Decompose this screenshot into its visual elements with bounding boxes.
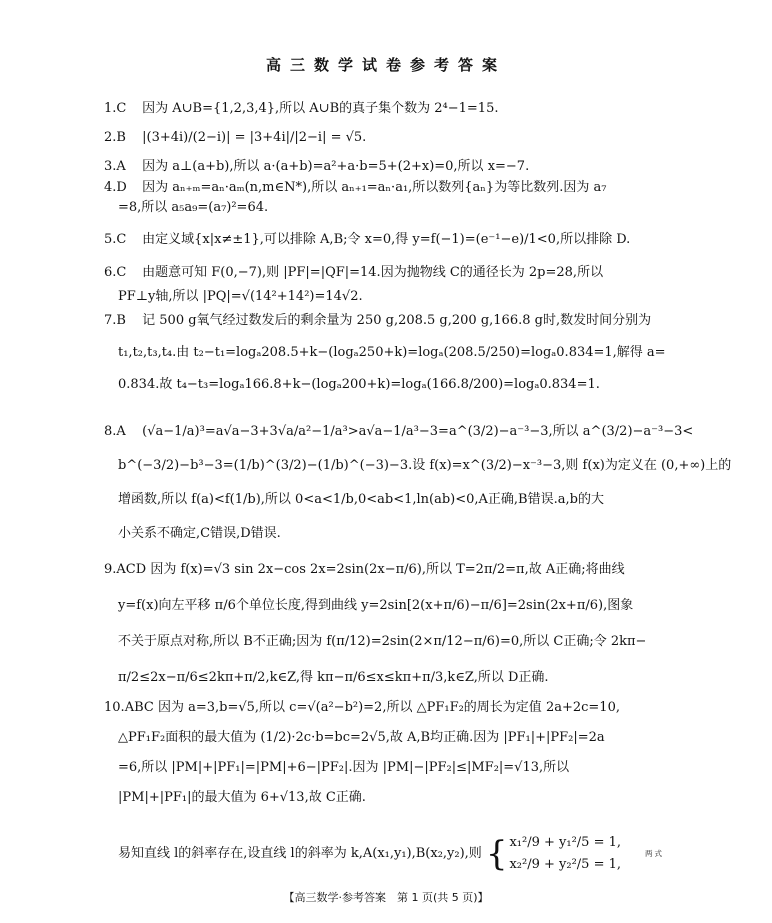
equation-2: x₂²/9 + y₂²/5 = 1,	[509, 857, 621, 872]
answer-explanation: 因为 aₙ₊ₘ=aₙ·aₘ(n,m∈N*),所以 aₙ₊₁=aₙ·a₁,所以数列{aₙ}为等比数列.因为 a₇	[142, 180, 607, 195]
left-brace: {	[485, 834, 508, 874]
answer-8	[104, 415, 732, 551]
answer-explanation-tail: 两式	[645, 849, 664, 858]
answer-10	[104, 693, 720, 813]
answer-explanation-cont: 增函数,所以 f(a)<f(1/b),所以 0<a<1/b,0<ab<1,ln(ab)<0,A正确,B错误.a,b的大	[118, 492, 604, 507]
answer-9	[104, 552, 720, 696]
answer-number: 4.D	[104, 180, 127, 195]
answer-explanation-cont: 不关于原点对称,所以 B不正确;因为 f(π/12)=2sin(2×π/12−π/6)=0,所以 C正确;令 2kπ−	[118, 634, 647, 649]
answer-number: 5.C	[104, 232, 127, 247]
answer-number: 1.C	[104, 101, 127, 116]
answer-explanation: 因为 a⊥(a+b),所以 a·(a+b)=a²+a·b=5+(2+x)=0,所以 x=−7.	[142, 159, 530, 174]
answer-explanation-cont: PF⊥y轴,所以 |PQ|=√(14²+14²)=14√2.	[118, 289, 363, 304]
answer-4	[104, 178, 720, 218]
answer-3	[104, 157, 720, 177]
answer-explanation-cont: π/2≤2x−π/6≤2kπ+π/2,k∈Z,得 kπ−π/6≤x≤kπ+π/3,k∈Z,所以 D正确.	[118, 670, 549, 685]
answer-10-system	[118, 832, 720, 876]
answer-6	[104, 261, 720, 309]
answer-number: 7.B	[104, 313, 126, 328]
answer-explanation: 由定义域{x|x≠±1},可以排除 A,B;令 x=0,得 y=f(−1)=(e⁻¹−e)/1<0,所以排除 D.	[142, 232, 631, 247]
answer-1	[104, 99, 720, 119]
document-title: 高三数学试卷参考答案	[265, 56, 506, 74]
answer-2	[104, 128, 720, 148]
answer-explanation: 因为 a=3,b=√5,所以 c=√(a²−b²)=2,所以 △PF₁F₂的周长为定值 2a+2c=10,	[157, 700, 620, 715]
answer-explanation: 因为 A∪B={1,2,3,4},所以 A∪B的真子集个数为 2⁴−1=15.	[142, 101, 499, 116]
answer-number: 2.B	[104, 130, 126, 145]
answer-number: 10.ABC	[104, 700, 154, 715]
answer-explanation: 因为 f(x)=√3 sin 2x−cos 2x=2sin(2x−π/6),所以 T=2π/2=π,故 A正确;将曲线	[150, 562, 625, 577]
answer-5	[104, 230, 720, 250]
answer-explanation: |(3+4i)/(2−i)| = |3+4i|/|2−i| = √5.	[142, 130, 367, 145]
answer-number: 8.A	[104, 424, 126, 439]
answer-explanation-cont: t₁,t₂,t₃,t₄.由 t₂−t₁=logₐ208.5+k−(logₐ250+k)=logₐ(208.5/250)=logₐ0.834=1,解得 a=	[118, 345, 666, 360]
answer-7	[104, 305, 720, 401]
answer-explanation-cont: =8,所以 a₅a₉=(a₇)²=64.	[118, 200, 269, 215]
answer-explanation-cont: △PF₁F₂面积的最大值为 (1/2)·2c·b=bc=2√5,故 A,B均正确.因为 |PF₁|+|PF₂|=2a	[118, 730, 605, 745]
answer-explanation-cont: y=f(x)向左平移 π/6个单位长度,得到曲线 y=2sin[2(x+π/6)−π/6]=2sin(2x+π/6),图象	[118, 598, 634, 613]
answer-explanation: (√a−1/a)³=a√a−3+3√a/a²−1/a³>a√a−1/a³−3=a^(3/2)−a⁻³−3,所以 a^(3/2)−a⁻³−3<	[142, 424, 694, 439]
equation-1: x₁²/9 + y₁²/5 = 1,	[509, 835, 621, 850]
answer-explanation-cont: 易知直线 l的斜率存在,设直线 l的斜率为 k,A(x₁,y₁),B(x₂,y₂),则	[118, 846, 482, 861]
answer-explanation: 由题意可知 F(0,−7),则 |PF|=|QF|=14.因为抛物线 C的通径长为 2p=28,所以	[142, 265, 604, 280]
page-footer: 【高三数学·参考答案 第 1 页(共 5 页)】	[283, 891, 489, 904]
answer-explanation: 记 500 g氧气经过数发后的剩余量为 250 g,208.5 g,200 g,166.8 g时,数发时间分别为	[142, 313, 652, 328]
answer-number: 6.C	[104, 265, 127, 280]
answer-explanation-cont: |PM|+|PF₁|的最大值为 6+√13,故 C正确.	[118, 790, 366, 805]
answer-explanation-cont: 小关系不确定,C错误,D错误.	[118, 526, 281, 541]
answer-explanation-cont: 0.834.故 t₄−t₃=logₐ166.8+k−(logₐ200+k)=logₐ(166.8/200)=logₐ0.834=1.	[118, 377, 600, 392]
answer-explanation-cont: =6,所以 |PM|+|PF₁|=|PM|+6−|PF₂|.因为 |PM|−|PF₂|≤|MF₂|=√13,所以	[118, 760, 570, 775]
answer-number: 9.ACD	[104, 562, 147, 577]
answer-number: 3.A	[104, 159, 126, 174]
answer-explanation-cont: b^(−3/2)−b³−3=(1/b)^(3/2)−(1/b)^(−3)−3.设 f(x)=x^(3/2)−x⁻³−3,则 f(x)为定义在 (0,+∞)上的	[118, 458, 732, 473]
equation-system	[509, 832, 621, 876]
